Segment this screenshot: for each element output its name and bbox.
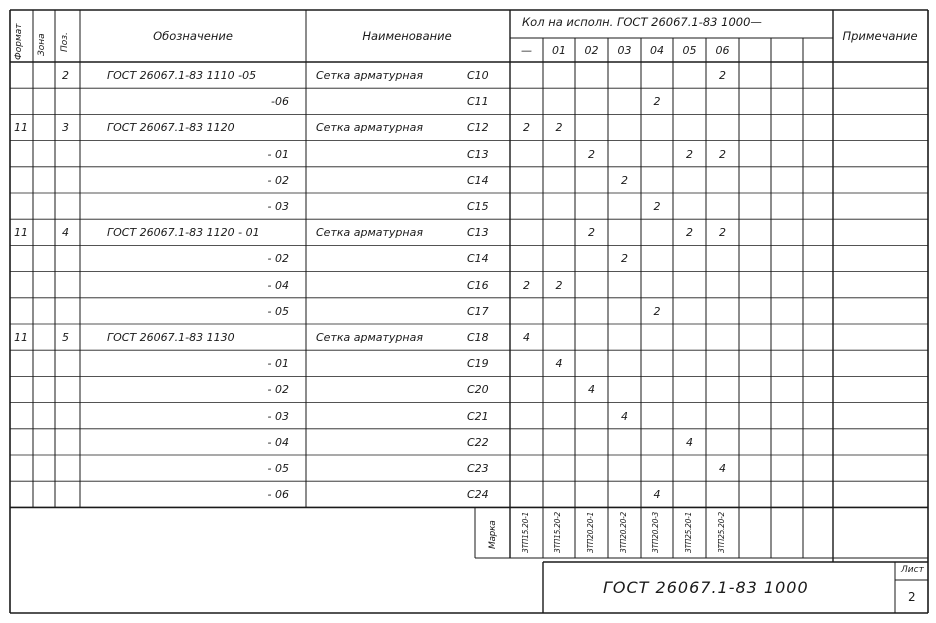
row-format: 11 — [14, 121, 28, 135]
header-format-label: Формат — [14, 23, 24, 60]
row-mark: С10 — [467, 69, 489, 82]
sheet-label: Лист — [901, 565, 924, 575]
brand-code: 3ТП15.20-2 — [553, 512, 562, 553]
row-mark: С13 — [467, 147, 489, 161]
row-position: 2 — [62, 69, 69, 82]
row-name: Сетка арматурная — [316, 69, 423, 82]
qty-cell: 4 — [523, 331, 530, 344]
qty-cell: 2 — [719, 147, 726, 161]
row-mark: С18 — [467, 331, 489, 344]
row-mark: С22 — [467, 435, 489, 449]
qty-cell: 4 — [686, 435, 693, 449]
qty-cell: 4 — [555, 357, 563, 371]
qty-cell: 4 — [719, 462, 726, 475]
row-designation-suffix: -06 — [271, 95, 289, 109]
row-format: 11 — [14, 331, 28, 344]
row-designation: ГОСТ 26067.1-83 1110 -05 — [107, 69, 257, 82]
row-designation-suffix: - 02 — [267, 173, 289, 187]
qty-cell: 2 — [719, 69, 726, 82]
row-designation: ГОСТ 26067.1-83 1130 — [107, 331, 235, 344]
header-zone-label: Зона — [37, 33, 47, 56]
row-designation-suffix: - 04 — [267, 278, 289, 292]
sheet-number: 2 — [908, 590, 916, 604]
row-mark: С23 — [467, 462, 489, 475]
row-designation-suffix: - 01 — [267, 357, 289, 371]
variant-label-05: 05 — [682, 44, 697, 57]
qty-cell: 2 — [653, 200, 661, 213]
row-position: 3 — [62, 121, 69, 135]
row-designation: ГОСТ 26067.1-83 1120 — [107, 121, 235, 135]
qty-cell: 2 — [621, 252, 628, 266]
row-designation-suffix: - 06 — [267, 488, 289, 502]
row-designation-suffix: - 03 — [267, 200, 289, 213]
header-designation-label: Обозначение — [153, 29, 233, 43]
row-name: Сетка арматурная — [316, 331, 423, 344]
qty-cell: 2 — [523, 121, 530, 135]
row-mark: С14 — [467, 252, 489, 266]
row-name: Сетка арматурная — [316, 226, 423, 240]
row-designation-suffix: - 05 — [267, 304, 289, 318]
variant-label-base: — — [521, 44, 532, 57]
document-code: ГОСТ 26067.1-83 1000 — [603, 578, 809, 597]
row-designation-suffix: - 02 — [267, 252, 289, 266]
variant-label-02: 02 — [584, 44, 599, 57]
row-mark: С21 — [467, 409, 489, 423]
row-name: Сетка арматурная — [316, 121, 423, 135]
qty-cell: 4 — [653, 488, 661, 502]
qty-cell: 2 — [621, 173, 628, 187]
row-mark: С20 — [467, 383, 489, 397]
header-qty-title: Кол на исполн. ГОСТ 26067.1-83 1000— — [522, 15, 762, 29]
qty-cell: 2 — [653, 95, 661, 109]
qty-cell: 2 — [588, 226, 595, 240]
qty-cell: 2 — [555, 121, 563, 135]
qty-cell: 2 — [523, 278, 530, 292]
variant-label-04: 04 — [650, 44, 664, 57]
header-note-label: Примечание — [842, 29, 918, 43]
row-mark: С11 — [467, 95, 489, 109]
row-designation: ГОСТ 26067.1-83 1120 - 01 — [107, 226, 260, 240]
row-mark: С19 — [467, 357, 489, 371]
header-pos-label: Поз. — [60, 32, 70, 52]
brand-code: 3ТП20.20-3 — [651, 512, 660, 553]
brand-code: 3ТП15.20-1 — [520, 512, 530, 553]
row-mark: С17 — [467, 304, 489, 318]
brand-code: 3ТП20.20-1 — [585, 512, 595, 553]
qty-cell: 4 — [588, 383, 595, 397]
row-designation-suffix: - 03 — [267, 409, 289, 423]
qty-cell: 4 — [621, 409, 628, 423]
qty-cell: 2 — [653, 304, 661, 318]
brand-code: 3ТП25.20-2 — [716, 512, 726, 553]
row-designation-suffix: - 01 — [267, 147, 289, 161]
row-designation-suffix: - 05 — [267, 462, 289, 475]
row-mark: С13 — [467, 226, 489, 240]
qty-cell: 2 — [686, 147, 693, 161]
row-mark: С24 — [467, 488, 489, 502]
row-position: 5 — [62, 331, 69, 344]
row-mark: С14 — [467, 173, 489, 187]
variant-label-01: 01 — [552, 44, 566, 57]
qty-cell: 2 — [719, 226, 726, 240]
row-format: 11 — [14, 226, 28, 240]
row-position: 4 — [62, 226, 69, 240]
row-designation-suffix: - 02 — [267, 383, 289, 397]
variant-label-03: 03 — [617, 44, 632, 57]
variant-label-06: 06 — [715, 44, 730, 57]
row-mark: С16 — [467, 278, 489, 292]
row-designation-suffix: - 04 — [267, 435, 289, 449]
header-name-label: Наименование — [362, 29, 452, 43]
brand-code: 3ТП25.20-1 — [683, 512, 693, 553]
qty-cell: 2 — [686, 226, 693, 240]
qty-cell: 2 — [588, 147, 595, 161]
row-mark: С15 — [467, 200, 489, 213]
brand-row-label: Марка — [488, 520, 498, 549]
row-mark: С12 — [467, 121, 489, 135]
qty-cell: 2 — [555, 278, 563, 292]
brand-code: 3ТП20.20-2 — [618, 512, 628, 553]
